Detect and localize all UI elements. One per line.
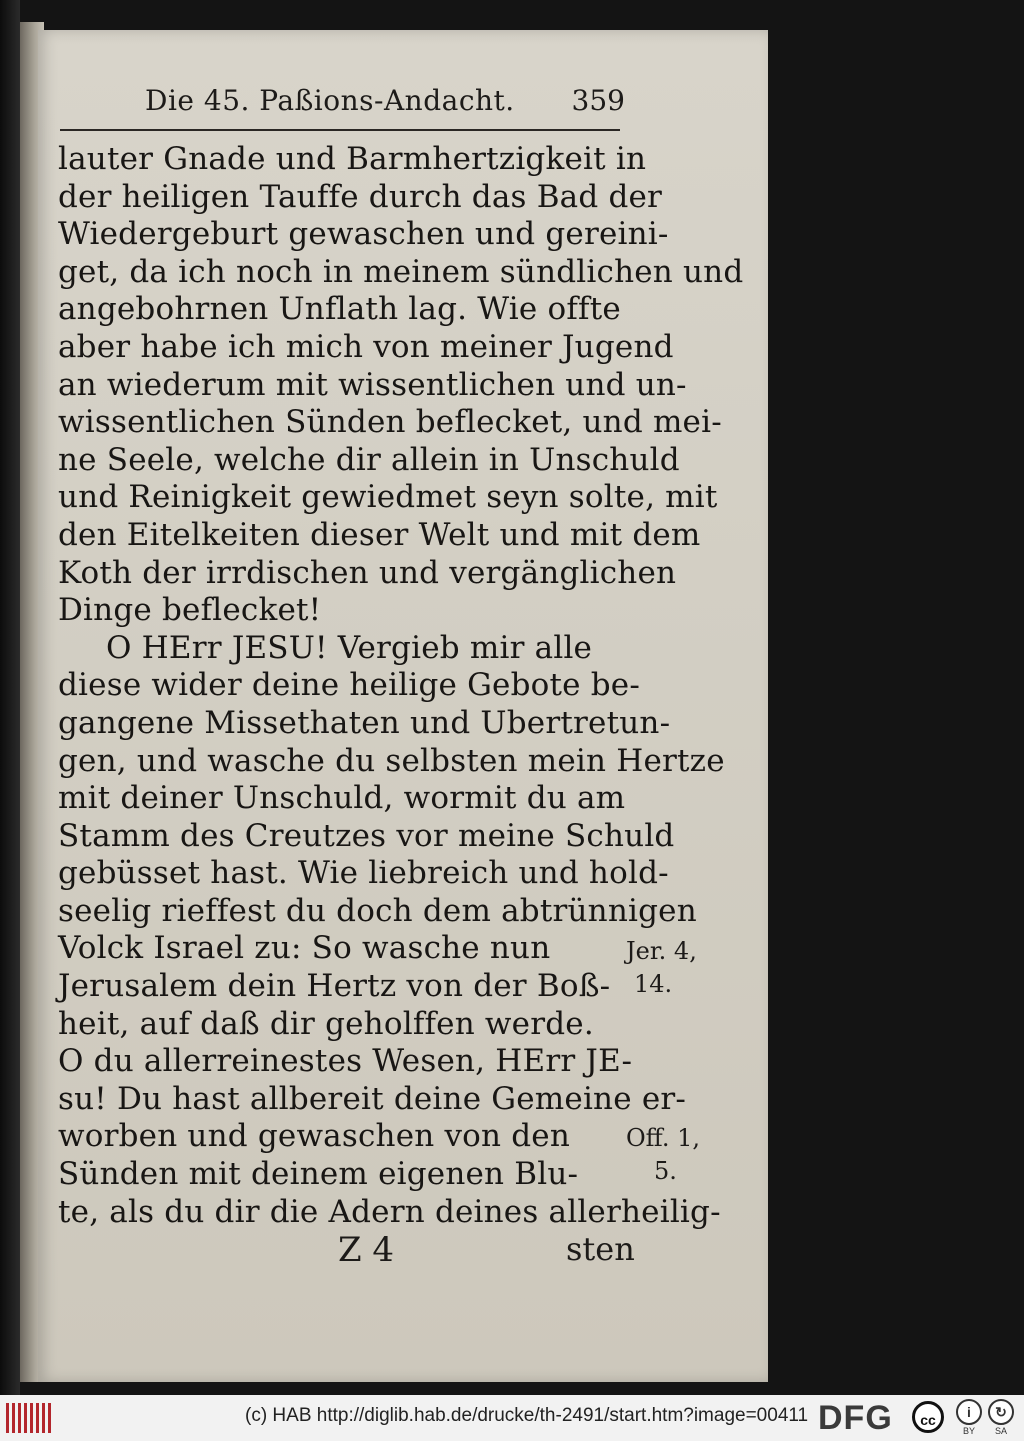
text-line: an wiederum mit wissentlichen und un- [58,366,687,403]
text-line: heit, auf daß dir geholffen werde. [58,1005,594,1042]
margin-note-reference: Off. 1, [626,1124,701,1152]
text-line: te, als du dir die Adern deines allerheilig- [58,1193,721,1230]
paragraph-first-line: O HErr JESU! Vergieb mir alle [106,629,593,666]
citation-link[interactable]: (c) HAB http://diglib.hab.de/drucke/th-2491/start.htm?image=00411 [245,1405,809,1426]
text-line: diese wider deine heilige Gebote be- [58,667,641,704]
text-line: Jerusalem dein Hertz von der Boß- [58,968,611,1005]
dfg-logo: DFG [818,1399,893,1437]
margin-note-reference: 5. [654,1157,677,1185]
text-line: wissentlichen Sünden beflecket, und mei- [58,404,722,441]
running-head [145,84,625,124]
text-line: su! Du hast allbereit deine Gemeine er- [58,1080,687,1117]
text-line: lauter Gnade und Barmhertzigkeit in [58,141,647,177]
sa-label: SA [995,1426,1008,1436]
text-line: seelig rieffest du doch dem abtrünnigen [58,892,697,929]
text-line: worben und gewaschen von den [58,1118,571,1155]
text-line: Sünden mit deinem eigenen Blu- [58,1156,579,1193]
text-line: mit deiner Unschuld, wormit du am [58,780,626,817]
by-label: BY [963,1426,976,1436]
margin-note-reference: Jer. 4, [626,937,697,965]
signature-mark: Z 4 [338,1230,395,1270]
text-line: Koth der irrdischen und vergänglichen [58,554,677,591]
book-gutter [0,0,20,1395]
catchword: sten [566,1230,635,1268]
text-line: Stamm des Creutzes vor meine Schuld [58,817,675,854]
text-line: aber habe ich mich von meiner Jugend [58,328,674,365]
text-line: get, da ich noch in meinem sündlichen und [58,253,744,290]
text-line: angebohrnen Unflath lag. Wie offte [58,291,621,328]
text-line: ne Seele, welche dir allein in Unschuld [58,441,680,478]
text-line: der heiligen Tauffe durch das Bad der [58,178,663,215]
barcode-icon [6,1403,52,1433]
text-line: gangene Missethaten und Ubertretun- [58,704,671,741]
text-line: Volck Israel zu: So wasche nun [58,930,551,967]
text-line: Dinge beflecket! [58,592,322,629]
text-line: gebüsset hast. Wie liebreich und hold- [58,855,669,892]
text-line: gen, und wasche du selbsten mein Hertze [58,742,725,779]
text-line: den Eitelkeiten dieser Welt und mit dem [58,516,701,553]
header-rule [60,129,620,131]
text-line: Wiedergeburt gewaschen und gereini- [58,216,669,253]
viewer-footer [0,1395,1024,1441]
margin-note-reference: 14. [634,970,673,998]
text-line: O du allerreinestes Wesen, HErr JE- [58,1043,633,1080]
page-number: 359 [571,84,625,117]
text-line: und Reinigkeit gewiedmet seyn solte, mit [58,479,718,516]
running-title: Die 45. Paßions-Andacht. [145,84,515,117]
by-attribution-icon: i [956,1399,982,1425]
share-alike-icon: ↻ [988,1399,1014,1425]
cc-license-icon: cc [912,1401,944,1433]
